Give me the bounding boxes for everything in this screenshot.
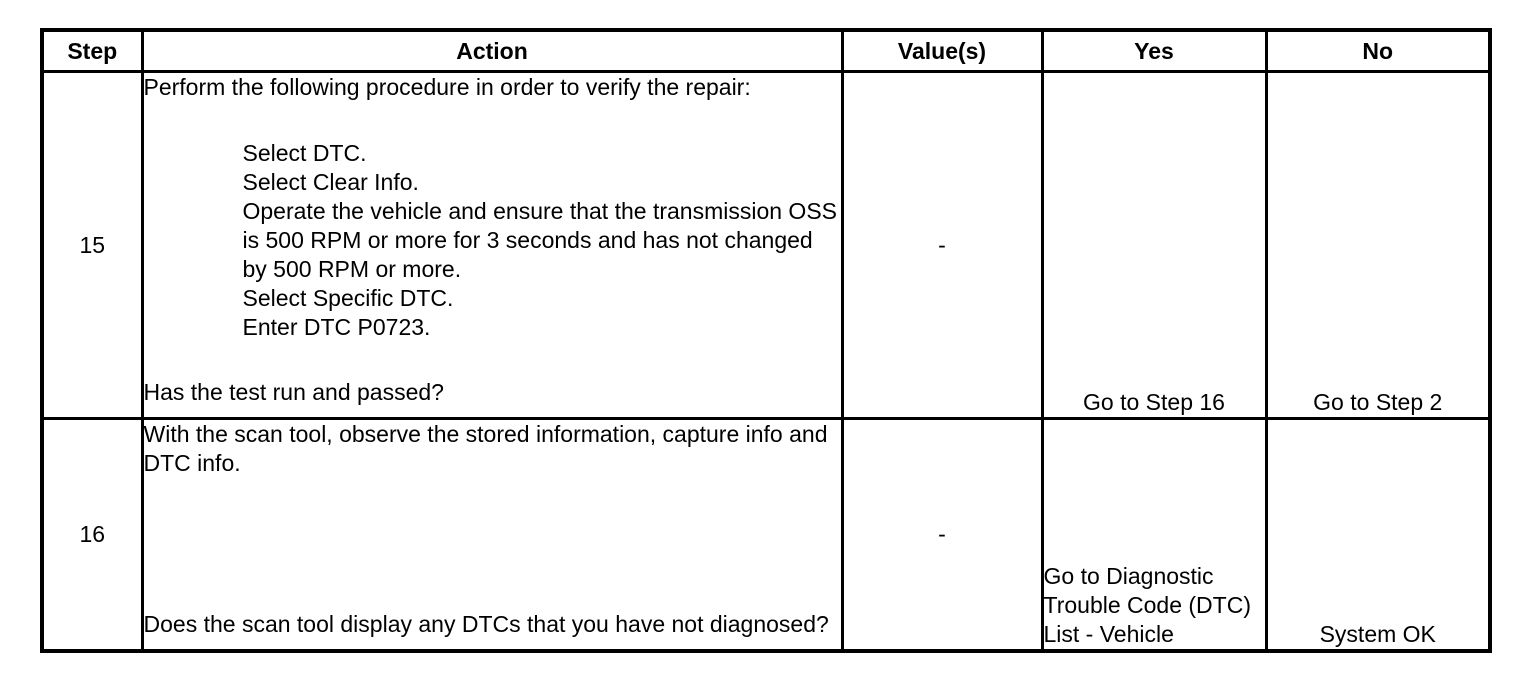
procedure-list (144, 139, 841, 342)
action-intro: Perform the following procedure in order to verify the repair: (143, 74, 751, 100)
table-row (42, 419, 1490, 652)
action-question: Does the scan tool display any DTCs that you have not diagnosed? (143, 611, 829, 637)
step-number: 16 (42, 419, 142, 652)
action-cell (142, 419, 842, 652)
action-cell (142, 72, 842, 419)
value-cell: - (842, 419, 1042, 652)
header-step: Step (42, 30, 142, 72)
header-action: Action (142, 30, 842, 72)
yes-cell: Go to Step 16 (1042, 72, 1266, 419)
header-values: Value(s) (842, 30, 1042, 72)
action-question: Has the test run and passed? (143, 379, 444, 405)
action-intro: With the scan tool, observe the stored information, capture info and DTC info. (143, 421, 828, 476)
no-cell: Go to Step 2 (1266, 72, 1490, 419)
diagnostic-table (40, 28, 1492, 653)
yes-cell: Go to Diagnostic Trouble Code (DTC) List - Vehicle (1042, 419, 1266, 652)
table-row (42, 72, 1490, 419)
header-yes: Yes (1042, 30, 1266, 72)
procedure-step: Enter DTC P0723. (242, 314, 431, 340)
header-no: No (1266, 30, 1490, 72)
procedure-step: Select Specific DTC. (242, 285, 454, 311)
header-row (42, 30, 1490, 72)
procedure-step: Select DTC. (242, 140, 367, 166)
procedure-step: Operate the vehicle and ensure that the transmission OSS is 500 RPM or more for 3 seconds and has not changed by 500 RPM or more. (242, 198, 837, 282)
value-cell: - (842, 72, 1042, 419)
step-number: 15 (42, 72, 142, 419)
procedure-step: Select Clear Info. (242, 169, 419, 195)
no-cell: System OK (1266, 419, 1490, 652)
